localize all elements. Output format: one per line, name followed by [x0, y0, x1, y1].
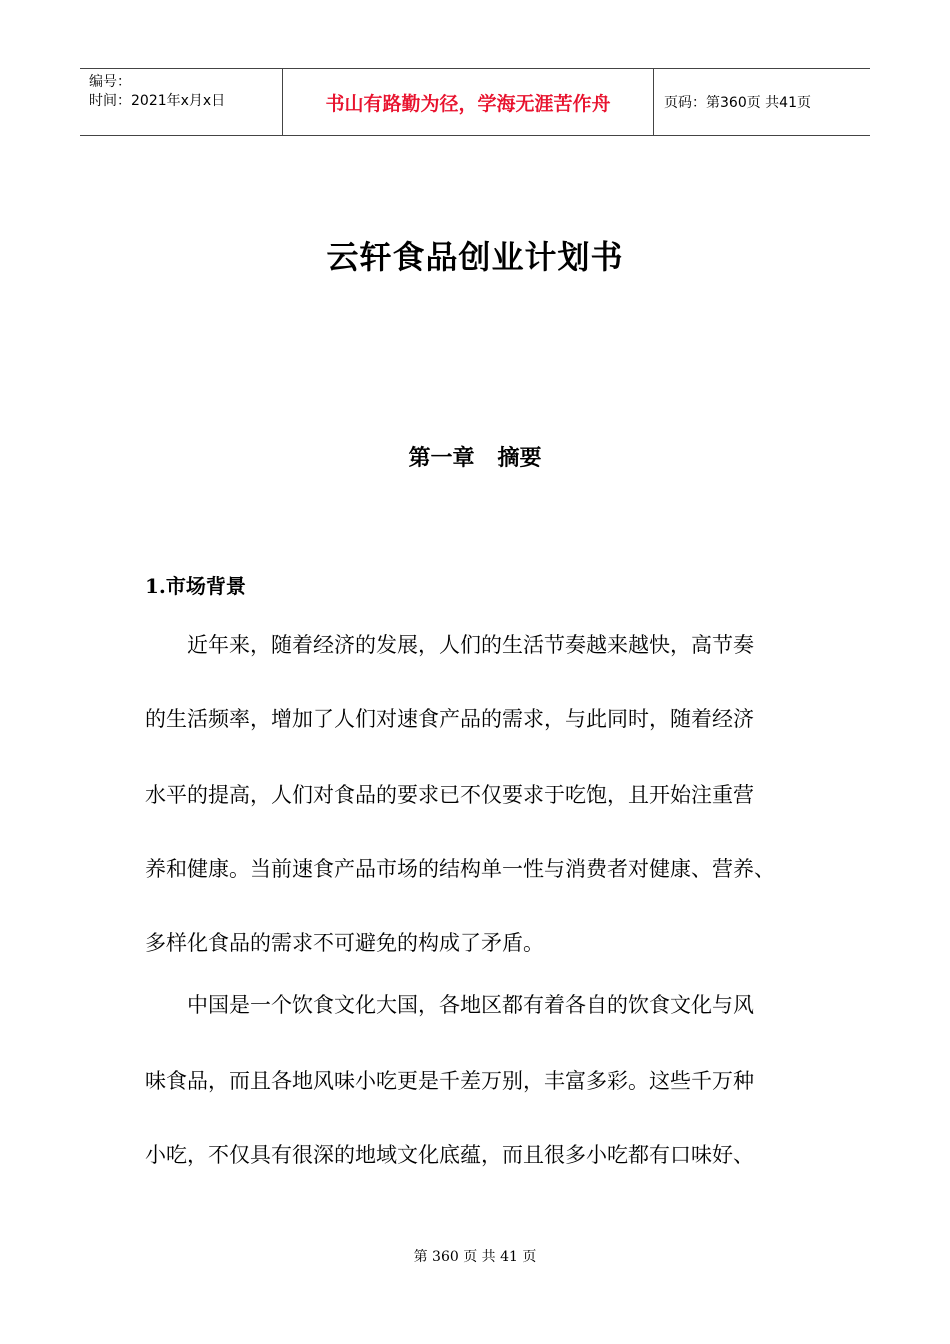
- header-motto: 书山有路勤为径，学海无涯苦作舟: [282, 69, 654, 135]
- paragraph-line: 小吃，不仅具有很深的地域文化底蕴，而且很多小吃都有口味好、: [145, 1143, 754, 1167]
- header-time-label: 时间：2021年x月x日: [89, 93, 226, 109]
- chapter-heading: 第一章 摘要: [408, 446, 542, 471]
- document-title: 云轩食品创业计划书: [326, 238, 624, 276]
- paragraph-line: 多样化食品的需求不可避免的构成了矛盾。: [145, 931, 544, 955]
- section-heading: 1.市场背景: [145, 574, 246, 598]
- paragraph-line: 近年来，随着经济的发展，人们的生活节奏越来越快，高节奏: [187, 633, 754, 657]
- paragraph-line: 中国是一个饮食文化大国，各地区都有着各自的饮食文化与风: [187, 993, 754, 1017]
- paragraph-line: 养和健康。当前速食产品市场的结构单一性与消费者对健康、营养、: [145, 857, 775, 881]
- paragraph-line: 水平的提高，人们对食品的要求已不仅要求于吃饱，且开始注重营: [145, 783, 754, 807]
- header-number-label: 编号：: [89, 74, 131, 90]
- paragraph-line: 的生活频率，增加了人们对速食产品的需求，与此同时，随着经济: [145, 707, 754, 731]
- page-header: [80, 68, 870, 136]
- header-meta: [80, 69, 282, 135]
- paragraph-line: 味食品，而且各地风味小吃更是千差万别，丰富多彩。这些千万种: [145, 1069, 754, 1093]
- page-footer: 第 360 页 共 41 页: [413, 1249, 537, 1265]
- header-page-info: 页码：第360页 共41页: [664, 95, 811, 111]
